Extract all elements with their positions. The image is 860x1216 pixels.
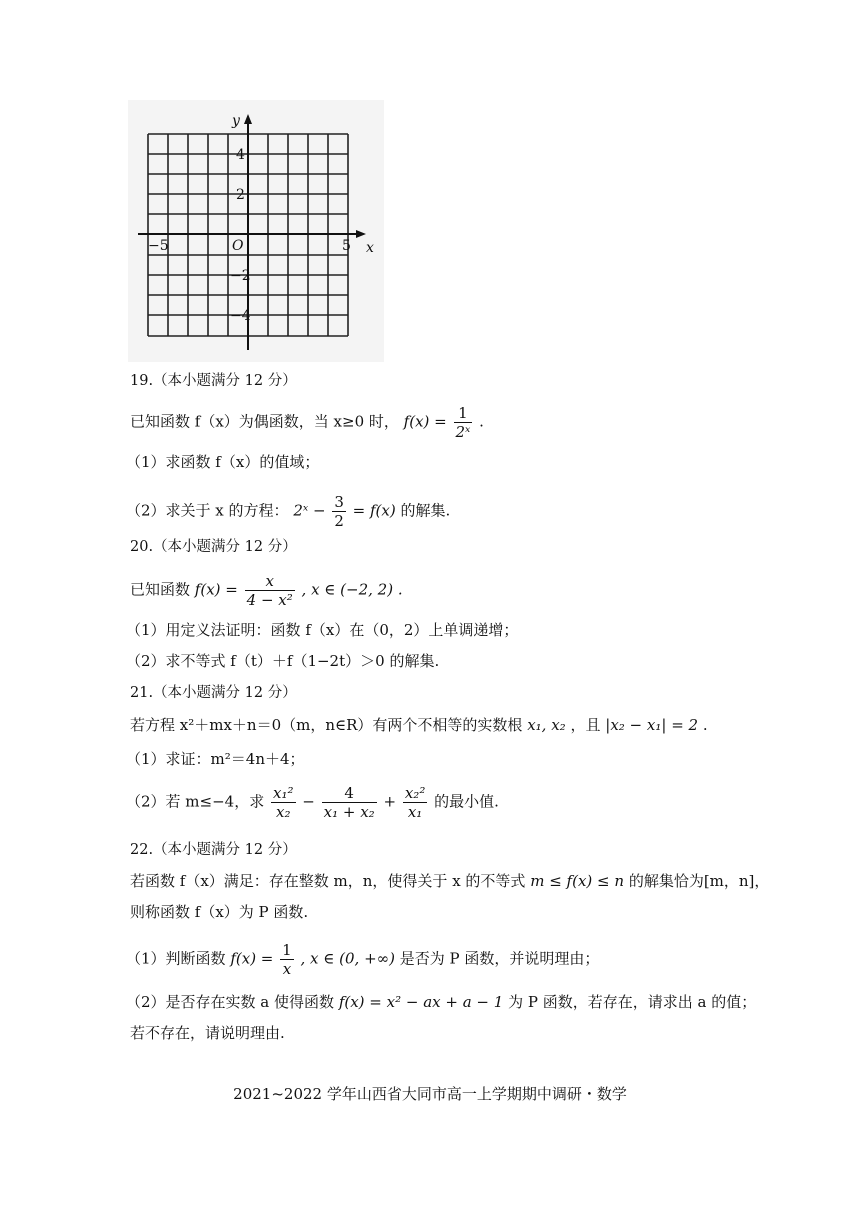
q22-stem-inequality: m ≤ f(x) ≤ n [530, 872, 625, 890]
q19-stem-fraction [454, 404, 473, 441]
q21-part2-frac1-num: x₁² [273, 784, 294, 802]
q21-part2-frac3-num: x₂² [404, 784, 426, 802]
q19-stem-text: 已知函数 f（x）为偶函数，当 x≥0 时， [130, 412, 399, 431]
q22-part2-func: f(x) = x² − ax + a − 1 [338, 993, 504, 1011]
q21-heading: 21.（本小题满分 12 分） [130, 685, 297, 701]
q19-part1: （1）求函数 f（x）的值域； [126, 453, 320, 471]
q20-part2: （2）求不等式 f（t）＋f（1−2t）＞0 的解集. [126, 652, 440, 670]
coordinate-grid-svg [128, 100, 384, 362]
q20-stem-fraction [245, 572, 295, 609]
q20-stem-numerator: x [245, 572, 295, 591]
y-tick-4: 4 [236, 147, 245, 163]
q20-stem-text: 已知函数 [130, 580, 191, 599]
y-axis-label: y [232, 113, 240, 129]
q19-part2-numerator: 3 [334, 493, 344, 511]
origin-label: O [232, 238, 244, 254]
q19-part2-text: （2）求关于 x 的方程： [126, 501, 289, 520]
q19-heading: 19.（本小题满分 12 分） [130, 373, 297, 389]
q21-part2-frac1-den: x₂ [276, 803, 291, 821]
q19-part2-expr: 2ˣ − [293, 501, 326, 520]
q21-part2-plus: + [383, 792, 397, 811]
q22-part1-end: 是否为 P 函数，并说明理由； [399, 949, 600, 968]
q19-stem-end: . [479, 412, 484, 431]
q21-part1: （1）求证：m²＝4n＋4； [126, 750, 305, 768]
page-footer: 2021~2022 学年山西省大同市高一上学期期中调研・数学 [233, 1085, 627, 1103]
q22-part1-denominator: x [282, 960, 292, 978]
q21-part2-frac2 [322, 784, 377, 821]
x-tick-neg5: −5 [148, 238, 169, 254]
y-tick-neg2: −2 [230, 268, 251, 284]
q22-part1-numerator: 1 [282, 941, 292, 959]
q21-part2-frac3-den: x₁ [407, 803, 423, 821]
q19-stem-numerator: 1 [454, 404, 473, 423]
q19-part2-rhs: = f(x) [352, 501, 396, 520]
q21-stem-text: 若方程 x²＋mx＋n＝0（m，n∈R）有两个不相等的实数根 [130, 716, 523, 734]
q21-part2-minus: − [302, 792, 315, 811]
q20-stem [130, 572, 403, 609]
q22-part2-end: 为 P 函数，若存在，请求出 a 的值； [508, 993, 757, 1011]
q21-stem-and: ，且 [570, 716, 601, 734]
q21-stem [130, 715, 708, 735]
q22-part2-cont: 若不存在，请说明理由. [130, 1024, 285, 1042]
q21-stem-end: . [702, 716, 708, 734]
q21-stem-condition: |x₂ − x₁| = 2 [605, 716, 699, 734]
q19-stem-func: f(x) = [403, 412, 447, 431]
q19-stem-denominator: 2ˣ [455, 423, 471, 441]
q22-part1-func: f(x) = [230, 949, 274, 968]
q22-heading: 22.（本小题满分 12 分） [130, 842, 297, 858]
y-tick-neg4: −4 [230, 308, 251, 324]
q22-stem-text: 若函数 f（x）满足：存在整数 m，n，使得关于 x 的不等式 [130, 872, 526, 890]
q22-part1-domain: , x ∈ (0, +∞) [300, 949, 395, 968]
q19-part2-denominator: 2 [334, 512, 344, 530]
q20-heading: 20.（本小题满分 12 分） [130, 539, 297, 555]
q21-part2-frac2-den: x₁ + x₂ [323, 803, 375, 821]
coordinate-grid-figure [128, 100, 384, 362]
x-axis-label: x [366, 240, 374, 256]
q21-part2-frac1 [271, 784, 296, 821]
q22-stem-c: 则称函数 f（x）为 P 函数. [130, 903, 309, 921]
q21-part2-end: 的最小值. [434, 792, 499, 811]
q19-part2-fraction [332, 493, 346, 530]
q21-part2-text: （2）若 m≤−4，求 [126, 792, 265, 811]
y-tick-2: 2 [236, 187, 245, 203]
q21-stem-roots: x₁, x₂ [527, 716, 566, 734]
q21-part2-frac3 [403, 784, 428, 821]
q22-stem-text-b: 的解集恰为[m，n]， [628, 872, 770, 890]
q22-part1 [126, 941, 599, 978]
q19-stem [130, 404, 484, 441]
q22-part1-fraction [280, 941, 294, 978]
q20-stem-denominator: 4 − x² [246, 591, 293, 609]
q19-part2-end: 的解集. [400, 501, 451, 520]
x-tick-5: 5 [342, 238, 351, 254]
q22-part2 [126, 992, 756, 1012]
q22-part1-text: （1）判断函数 [126, 949, 226, 968]
q21-part2-frac2-num: 4 [322, 784, 377, 803]
q20-stem-domain: , x ∈ (−2, 2) . [301, 580, 403, 599]
q20-part1: （1）用定义法证明：函数 f（x）在（0，2）上单调递增； [126, 621, 519, 639]
q19-part2 [126, 493, 450, 530]
q21-part2 [126, 784, 499, 821]
q22-stem [130, 871, 769, 891]
q22-part2-text: （2）是否存在实数 a 使得函数 [126, 993, 335, 1011]
q20-stem-func: f(x) = [194, 580, 238, 599]
